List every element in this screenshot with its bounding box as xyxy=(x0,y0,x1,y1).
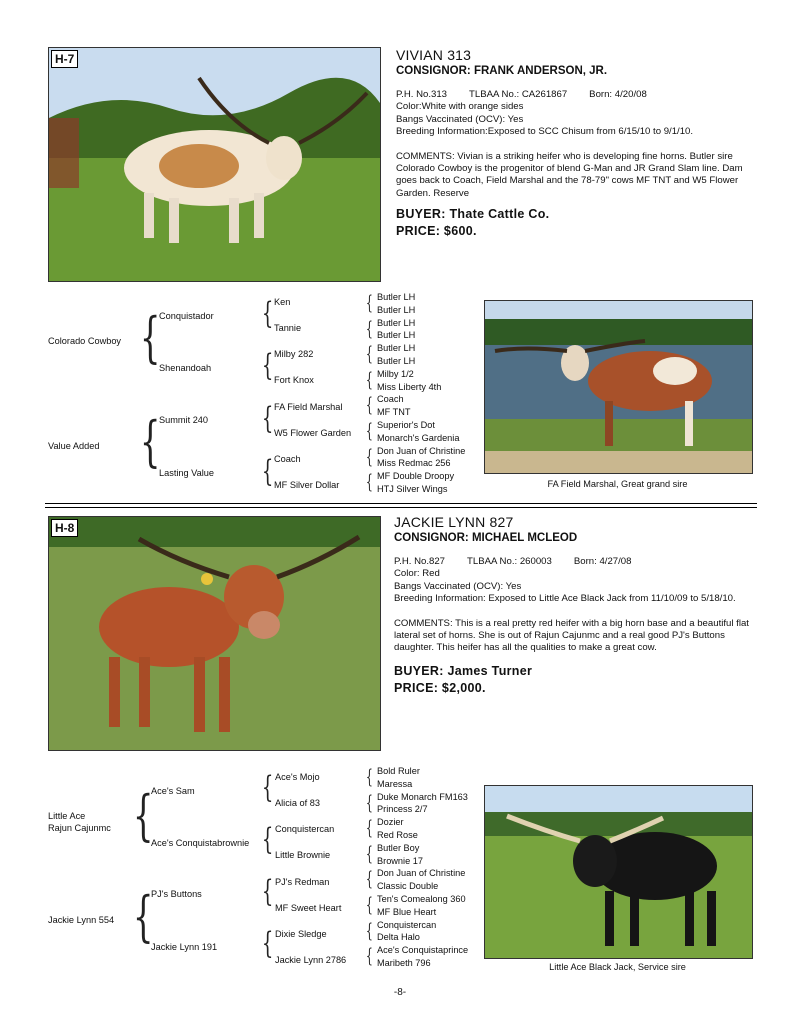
pedigree-g3: Milby 282 xyxy=(274,349,314,359)
color-info: Color: Red xyxy=(394,568,440,580)
pedigree-g3: Little Brownie xyxy=(275,850,331,860)
brace: { xyxy=(365,290,373,314)
pedigree-g4: MF Double Droopy xyxy=(377,471,455,482)
brace: { xyxy=(365,917,373,942)
comments: COMMENTS: Vivian is a striking heifer who is developing fine horns. Butler sire Colorado Cowboy is the progenitor of blend G-Man and JR Grand Slam line. Dam goes back to Coach, Field Marshal and the 78-79" cows MF TNT and W5 Flower Garden. Reserve xyxy=(396,150,743,199)
lot-tag: H-8 xyxy=(51,519,78,537)
animal-info xyxy=(394,556,758,606)
pedigree-g4: Duke Monarch FM163 xyxy=(377,791,468,802)
pedigree-g4: Ten's Comealong 360 xyxy=(377,894,466,904)
pedigree-g3: Fort Knox xyxy=(274,375,314,385)
pedigree-sire: Rajun Cajunmc xyxy=(48,823,111,833)
brace: { xyxy=(261,874,274,909)
pedigree-g4: MF Blue Heart xyxy=(377,906,437,917)
tlbaa-number: TLBAA No.: CA261867 xyxy=(469,89,568,100)
bangs-info: Bangs Vaccinated (OCV): Yes xyxy=(394,580,522,592)
photo-caption: FA Field Marshal, Great grand sire xyxy=(547,479,688,489)
brace: { xyxy=(139,306,161,369)
pedigree-g2: Ace's Conquistabrownie xyxy=(151,838,250,848)
pedigree-g4: Butler LH xyxy=(377,304,416,315)
pedigree-sire: Little Ace xyxy=(48,811,86,821)
section-divider xyxy=(45,503,757,504)
brace: { xyxy=(365,943,373,968)
lot-h8-relative-photo xyxy=(484,785,753,959)
pedigree-g4: Butler Boy xyxy=(377,842,420,853)
lot-h8-photo xyxy=(48,516,381,751)
brace: { xyxy=(132,784,154,847)
pedigree-g4: Monarch's Gardenia xyxy=(377,432,460,443)
brace: { xyxy=(365,840,373,865)
pedigree-g4: Milby 1/2 xyxy=(377,368,414,379)
brace: { xyxy=(261,348,274,383)
pedigree-g4: Delta Halo xyxy=(377,932,420,943)
pedigree-g4: Maressa xyxy=(377,778,413,789)
pedigree-g4: Brownie 17 xyxy=(377,855,423,866)
pedigree-g3: MF Silver Dollar xyxy=(274,480,340,490)
pedigree-g3: Tannie xyxy=(274,323,302,333)
pedigree-g2: Shenandoah xyxy=(159,363,212,373)
lot-h7-details xyxy=(396,47,758,240)
pedigree-g2: Jackie Lynn 191 xyxy=(151,942,218,952)
lot-h7-relative-photo xyxy=(484,300,753,474)
brace: { xyxy=(261,926,274,961)
pedigree-g3: Alicia of 83 xyxy=(275,798,320,808)
brace: { xyxy=(365,469,373,494)
pedigree-g4: Superior's Dot xyxy=(377,420,435,430)
consignor: CONSIGNOR: MICHAEL MCLEOD xyxy=(394,532,578,544)
brace: { xyxy=(365,366,373,391)
pedigree-g3: Ace's Mojo xyxy=(275,772,320,782)
lot-tag: H-7 xyxy=(51,50,78,68)
tlbaa-number: TLBAA No.: 260003 xyxy=(467,556,552,567)
pedigree-g4: Princess 2/7 xyxy=(377,804,428,815)
pedigree-g3: Jackie Lynn 2786 xyxy=(275,955,347,965)
brace: { xyxy=(365,418,373,442)
pedigree-g2: PJ's Buttons xyxy=(151,889,202,899)
color-info: Color:White with orange sides xyxy=(396,101,524,113)
brace: { xyxy=(365,815,373,840)
pedigree-g4: Butler LH xyxy=(377,317,416,328)
pedigree-g3: W5 Flower Garden xyxy=(274,428,352,438)
pedigree-g4: Coach xyxy=(377,394,404,405)
pedigree-g4: Miss Redmac 256 xyxy=(377,458,451,469)
pedigree-g4: Don Juan of Christine xyxy=(377,868,466,879)
brace: { xyxy=(365,866,373,891)
brace: { xyxy=(365,789,373,814)
pedigree-g3: FA Field Marshal xyxy=(274,402,343,412)
pedigree-g3: Conquistercan xyxy=(275,824,335,834)
pedigree-dam: Jackie Lynn 554 xyxy=(48,915,115,925)
price: PRICE: $600. xyxy=(396,224,477,239)
pedigree-g4: Butler LH xyxy=(377,330,416,341)
brace: { xyxy=(365,764,373,788)
pedigree-g2: Conquistador xyxy=(159,311,214,321)
animal-name: JACKIE LYNN 827 xyxy=(394,514,514,530)
pedigree-g3: PJ's Redman xyxy=(275,877,330,887)
pedigree-dam: Value Added xyxy=(48,441,100,451)
pedigree-g4: Ace's Conquistaprince xyxy=(377,945,469,956)
lot-h7-photo xyxy=(48,47,381,282)
buyer: BUYER: James Turner xyxy=(394,663,533,678)
breeding-info: Breeding Information: Exposed to Little Ace Black Jack from 11/10/09 to 5/18/10. xyxy=(394,593,736,605)
ph-number: P.H. No.827 xyxy=(394,556,446,567)
pedigree-g4: Red Rose xyxy=(377,830,418,840)
pedigree-g4: Butler LH xyxy=(377,343,416,354)
brace: { xyxy=(261,822,274,857)
animal-name: VIVIAN 313 xyxy=(396,47,472,63)
pedigree-g4: Don Juan of Christine xyxy=(377,445,466,456)
pedigree-g4: Butler LH xyxy=(377,292,416,302)
pedigree-g3: Coach xyxy=(274,454,301,464)
pedigree-g4: HTJ Silver Wings xyxy=(377,484,448,494)
photo-caption: Little Ace Black Jack, Service sire xyxy=(549,962,686,972)
brace: { xyxy=(365,392,373,417)
ph-number: P.H. No.313 xyxy=(396,89,448,100)
pedigree-sire: Colorado Cowboy xyxy=(48,336,122,346)
price: PRICE: $2,000. xyxy=(394,680,486,695)
pedigree-g3: Ken xyxy=(274,297,291,307)
pedigree-g4: Butler LH xyxy=(377,356,416,366)
pedigree-g4: Maribeth 796 xyxy=(377,958,431,968)
pedigree-g4: Bold Ruler xyxy=(377,766,420,776)
pedigree-g3: Dixie Sledge xyxy=(275,929,327,939)
pedigree-g4: Miss Liberty 4th xyxy=(377,381,442,392)
brace: { xyxy=(365,341,373,366)
brace: { xyxy=(261,454,274,489)
animal-info xyxy=(396,89,758,139)
pedigree-g4: Dozier xyxy=(377,817,404,828)
bangs-info: Bangs Vaccinated (OCV): Yes xyxy=(396,113,524,125)
pedigree-g2: Summit 240 xyxy=(159,415,209,425)
brace: { xyxy=(365,892,373,916)
brace: { xyxy=(365,315,373,340)
lot-h8-details xyxy=(394,514,758,697)
consignor: CONSIGNOR: FRANK ANDERSON, JR. xyxy=(396,65,608,77)
pedigree-g3: MF Sweet Heart xyxy=(275,903,342,913)
comments: COMMENTS: This is a real pretty red heifer with a big horn base and a beautiful flat lateral set of horns. She is out of Rajun Cajunmc and a real good PJ's Buttons daughter. This heifer has all the qualities to make a great cow. xyxy=(394,617,749,654)
brace: { xyxy=(132,885,154,948)
pedigree-g4: MF TNT xyxy=(377,407,411,418)
brace: { xyxy=(261,296,274,331)
brace: { xyxy=(365,443,373,468)
birth-date: Born: 4/27/08 xyxy=(573,556,632,567)
section-divider xyxy=(45,507,757,508)
pedigree-g2: Ace's Sam xyxy=(151,786,195,796)
brace: { xyxy=(261,770,274,805)
breeding-info: Breeding Information:Exposed to SCC Chisum from 6/15/10 to 9/1/10. xyxy=(396,126,694,138)
pedigree-g4: Classic Double xyxy=(377,881,439,892)
brace: { xyxy=(261,401,274,436)
pedigree-g2: Lasting Value xyxy=(159,468,214,478)
buyer: BUYER: Thate Cattle Co. xyxy=(396,207,550,222)
brace: { xyxy=(139,410,161,473)
page-number: -8- xyxy=(393,987,407,998)
birth-date: Born: 4/20/08 xyxy=(589,89,647,100)
pedigree-g4: Conquistercan xyxy=(377,919,437,930)
